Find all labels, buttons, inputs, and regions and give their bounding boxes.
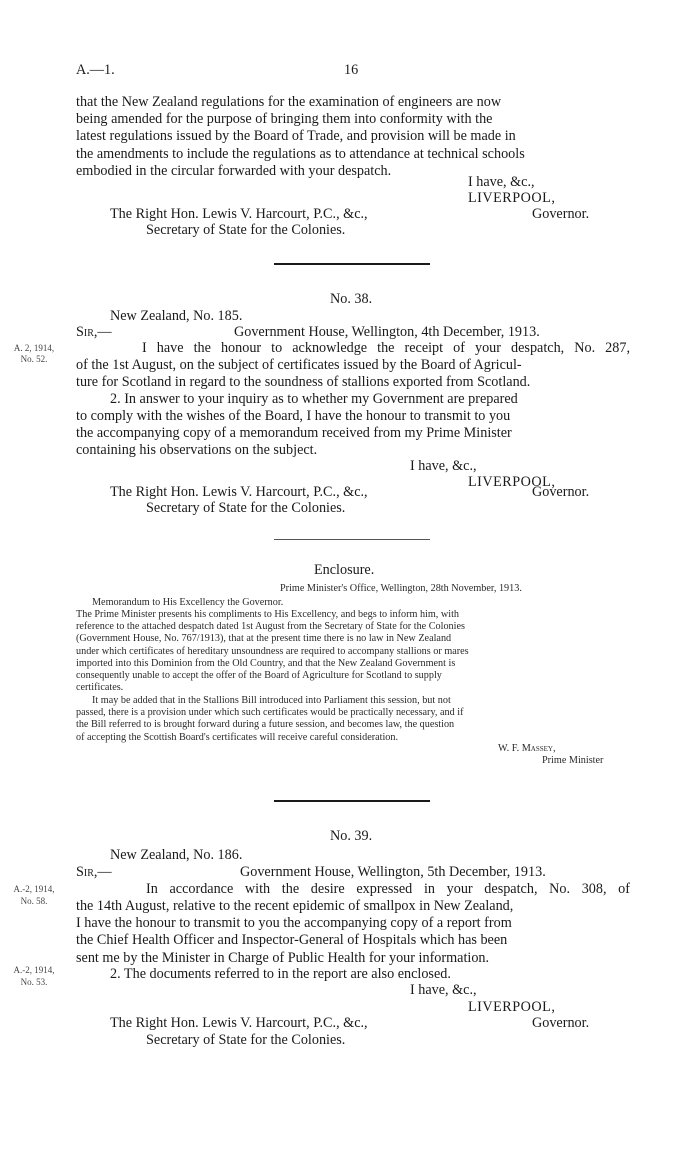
margin-note: A.-2, 1914, bbox=[13, 884, 55, 894]
despatch-reference: New Zealand, No. 185. bbox=[110, 308, 243, 324]
text-line: containing his observations on the subject. bbox=[76, 442, 318, 459]
section-divider bbox=[274, 800, 430, 802]
text-line: In accordance with the desire expressed in your despatch, No. 308, of bbox=[146, 881, 630, 897]
margin-note: A. 2, 1914, bbox=[13, 343, 55, 353]
addressee-office: Secretary of State for the Colonies. bbox=[146, 222, 346, 238]
closing-phrase: I have, &c., bbox=[410, 982, 477, 998]
text-line: ture for Scotland in regard to the soundness of stallions exported from Scotland. bbox=[76, 374, 531, 391]
text-line: sent me by the Minister in Charge of Public Health for your information. bbox=[76, 949, 490, 966]
closing-phrase: I have, &c., bbox=[468, 174, 535, 190]
enclosure-signature: W. F. Massey, bbox=[498, 743, 556, 754]
text-line: of the 1st August, on the subject of certificates issued by the Board of Agricul- bbox=[76, 357, 522, 373]
text-line: I have the honour to transmit to you the accompanying copy of a report from bbox=[76, 915, 512, 932]
memo-line: Memorandum to His Excellency the Governor. bbox=[92, 597, 284, 608]
signature-title: Governor. bbox=[532, 206, 590, 222]
margin-note: No. 53. bbox=[20, 977, 48, 987]
text-line: under which certificates of hereditary unsoundness are required to accompany stallions or mares bbox=[76, 645, 469, 657]
paragraph-1 bbox=[76, 898, 630, 967]
page-number: 16 bbox=[344, 62, 359, 78]
margin-note: No. 52. bbox=[20, 354, 48, 364]
enclosure-place-date: Prime Minister's Office, Wellington, 28th November, 1913. bbox=[280, 583, 522, 594]
text-line: that the New Zealand regulations for the examination of engineers are now bbox=[76, 94, 502, 110]
signature: LIVERPOOL, bbox=[468, 474, 556, 490]
place-date: Government House, Wellington, 5th December, 1913. bbox=[240, 864, 546, 880]
text-line: latest regulations issued by the Board of Trade, and provision will be made in bbox=[76, 128, 516, 145]
text-line: imported into this Dominion from the Old Country, and that the New Zealand Government is bbox=[76, 657, 456, 669]
text-line: It may be added that in the Stallions Bill introduced into Parliament this session, but not bbox=[92, 695, 451, 706]
page-reference: A.—1. bbox=[76, 62, 115, 78]
text-line: to comply with the wishes of the Board, I have the honour to transmit to you bbox=[76, 408, 511, 424]
addressee-name: The Right Hon. Lewis V. Harcourt, P.C., &c., bbox=[110, 1015, 368, 1031]
text-line: of accepting the Scottish Board's certificates will receive careful consideration. bbox=[76, 731, 399, 743]
salutation: Sir,— bbox=[76, 864, 112, 880]
text-line: 2. In answer to your inquiry as to whether my Government are prepared bbox=[110, 391, 518, 407]
text-line: consequently unable to accept the offer of the Board of Agriculture for Scotland to supply bbox=[76, 670, 442, 682]
margin-note: A.-2, 1914, bbox=[13, 965, 55, 975]
text-line: (Government House, No. 767/1913), that at the present time there is no law in New Zealand bbox=[76, 633, 452, 645]
text-line: 2. The documents referred to in the report are also enclosed. bbox=[110, 966, 451, 982]
text-line: the Chief Health Officer and Inspector-General of Hospitals which has been bbox=[76, 932, 508, 949]
enclosure-heading: Enclosure. bbox=[314, 562, 375, 578]
paragraph-2 bbox=[76, 408, 630, 460]
text-line: the 14th August, relative to the recent epidemic of smallpox in New Zealand, bbox=[76, 898, 514, 914]
salutation: Sir,— bbox=[76, 324, 112, 340]
text-line: being amended for the purpose of bringing them into conformity with the bbox=[76, 111, 493, 128]
paragraph-1 bbox=[76, 357, 630, 391]
text-line: The Prime Minister presents his compliments to His Excellency, and begs to inform him, with bbox=[76, 609, 460, 620]
letter-number: No. 39. bbox=[330, 828, 373, 844]
top-paragraph bbox=[76, 94, 630, 180]
text-line: passed, there is a provision under which such certificates would be practically necessary, and if bbox=[76, 707, 464, 719]
text-line: I have the honour to acknowledge the receipt of your despatch, No. 287, bbox=[142, 340, 630, 356]
enclosure-signature-title: Prime Minister bbox=[542, 755, 604, 766]
signature: LIVERPOOL, bbox=[468, 999, 556, 1015]
addressee-name: The Right Hon. Lewis V. Harcourt, P.C., &c., bbox=[110, 206, 368, 222]
enclosure-paragraph-1 bbox=[76, 609, 630, 694]
addressee-office: Secretary of State for the Colonies. bbox=[146, 500, 346, 516]
text-line: the amendments to include the regulations as to attendance at technical schools bbox=[76, 145, 525, 162]
addressee-office: Secretary of State for the Colonies. bbox=[146, 1032, 346, 1048]
despatch-reference: New Zealand, No. 186. bbox=[110, 847, 243, 863]
enclosure-divider bbox=[274, 539, 430, 540]
signature-title: Governor. bbox=[532, 1015, 590, 1031]
text-line: the Bill referred to is brought forward during a future session, and becomes law, the question bbox=[76, 719, 455, 731]
signature-title: Governor. bbox=[532, 484, 590, 500]
closing-phrase: I have, &c., bbox=[410, 458, 477, 474]
text-line: reference to the attached despatch dated 1st August from the Secretary of State for the Colonies bbox=[76, 621, 465, 633]
text-line: certificates. bbox=[76, 682, 124, 694]
place-date: Government House, Wellington, 4th December, 1913. bbox=[234, 324, 540, 340]
text-line: embodied in the circular forwarded with your despatch. bbox=[76, 162, 392, 179]
section-divider bbox=[274, 263, 430, 265]
margin-note: No. 58. bbox=[20, 896, 48, 906]
enclosure-paragraph-2 bbox=[76, 695, 630, 744]
signature: LIVERPOOL, bbox=[468, 190, 556, 206]
letter-number: No. 38. bbox=[330, 291, 373, 307]
text-line: the accompanying copy of a memorandum received from my Prime Minister bbox=[76, 425, 512, 442]
addressee-name: The Right Hon. Lewis V. Harcourt, P.C., &c., bbox=[110, 484, 368, 500]
